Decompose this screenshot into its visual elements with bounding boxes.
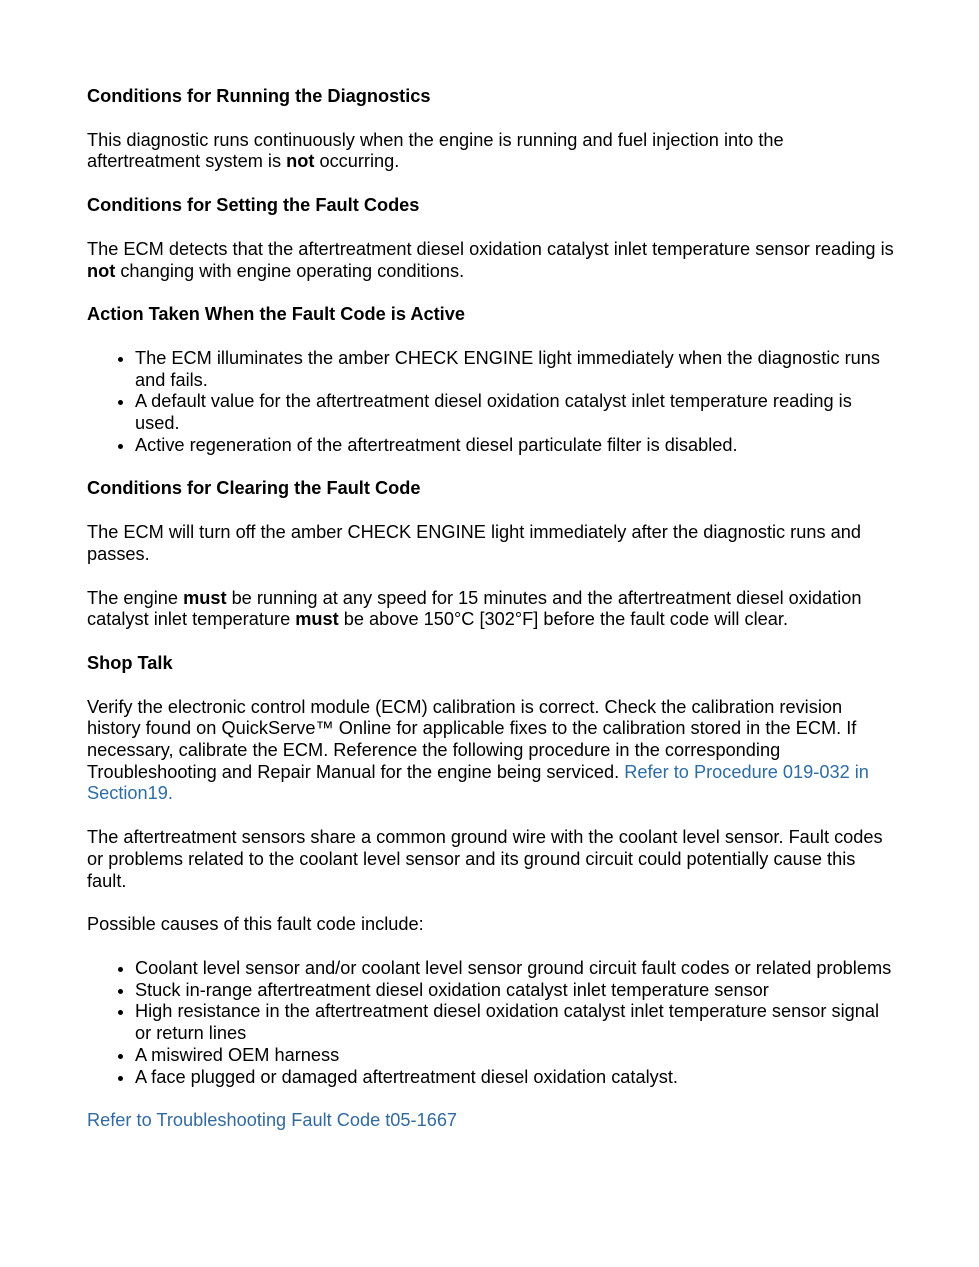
document-page (87, 86, 899, 1154)
action-list (87, 348, 899, 457)
clearing-text-3: be above 150°C [302°F] before the fault code will clear. (338, 609, 788, 630)
procedure-019-032-link[interactable]: Refer to Procedure 019-032 in Section19. (87, 761, 869, 804)
setting-text-1: The ECM detects that the aftertreatment diesel oxidation catalyst inlet temperature sensor reading is (87, 238, 894, 259)
running-text-2: occurring. (314, 151, 400, 172)
clearing-paragraph-1: The ECM will turn off the amber CHECK ENGINE light immediately after the diagnostic runs and passes. (87, 522, 861, 564)
running-bold-not: not (286, 151, 315, 172)
clearing-bold-must-2: must (295, 609, 339, 630)
heading-clearing-fault-code: Conditions for Clearing the Fault Code (87, 478, 421, 499)
running-diagnostics-paragraph (87, 130, 899, 173)
clearing-text-1: The engine (87, 587, 184, 608)
heading-setting-fault-codes: Conditions for Setting the Fault Codes (87, 195, 420, 216)
list-item: • A default value for the aftertreatment diesel oxidation catalyst inlet temperature reading is used. (135, 391, 899, 434)
shop-talk-paragraph-1 (87, 697, 899, 806)
footer-link-paragraph (87, 1110, 899, 1132)
setting-text-2: changing with engine operating conditions. (115, 260, 465, 281)
list-item: • The ECM illuminates the amber CHECK ENGINE light immediately when the diagnostic runs and fails. (135, 348, 899, 391)
shop-talk-text: Verify the electronic control module (ECM) calibration is correct. Check the calibration revision history found on QuickServe™ Online for applicable fixes to the calibration stored in the ECM. If necessary, calibrate the ECM. Reference the following procedure in the corresponding Troubleshooting and Repair Manual for the engine being serviced. (87, 696, 857, 782)
shop-talk-paragraph-2: The aftertreatment sensors share a common ground wire with the coolant level sensor. Fault codes or problems related to the coolant level sensor and its ground circuit could potentially cause this fault. (87, 827, 883, 891)
clearing-text-2: be running at any speed for 15 minutes and the aftertreatment diesel oxidation catalyst inlet temperature (87, 587, 862, 630)
list-item: • A face plugged or damaged aftertreatment diesel oxidation catalyst. (135, 1067, 899, 1089)
list-item: • High resistance in the aftertreatment diesel oxidation catalyst inlet temperature sensor signal or return lines (135, 1001, 899, 1044)
heading-shop-talk: Shop Talk (87, 652, 173, 673)
list-item: • Active regeneration of the aftertreatment diesel particulate filter is disabled. (135, 435, 899, 457)
shop-talk-paragraph-3: Possible causes of this fault code include: (87, 914, 424, 935)
setting-bold-not: not (87, 260, 116, 281)
heading-action-taken: Action Taken When the Fault Code is Active (87, 304, 465, 325)
running-text-1: This diagnostic runs continuously when the engine is running and fuel injection into the aftertreatment system is (87, 129, 784, 172)
list-item: • Coolant level sensor and/or coolant level sensor ground circuit fault codes or related problems (135, 958, 899, 980)
list-item: • A miswired OEM harness (135, 1045, 899, 1067)
heading-running-diagnostics: Conditions for Running the Diagnostics (87, 86, 431, 106)
fault-code-t05-1667-link[interactable]: Refer to Troubleshooting Fault Code t05-1667 (87, 1110, 458, 1131)
setting-fault-codes-paragraph (87, 239, 899, 282)
list-item: • Stuck in-range aftertreatment diesel oxidation catalyst inlet temperature sensor (135, 980, 899, 1002)
possible-causes-list (87, 958, 899, 1088)
clearing-bold-must-1: must (183, 587, 227, 608)
clearing-paragraph-2 (87, 588, 899, 631)
